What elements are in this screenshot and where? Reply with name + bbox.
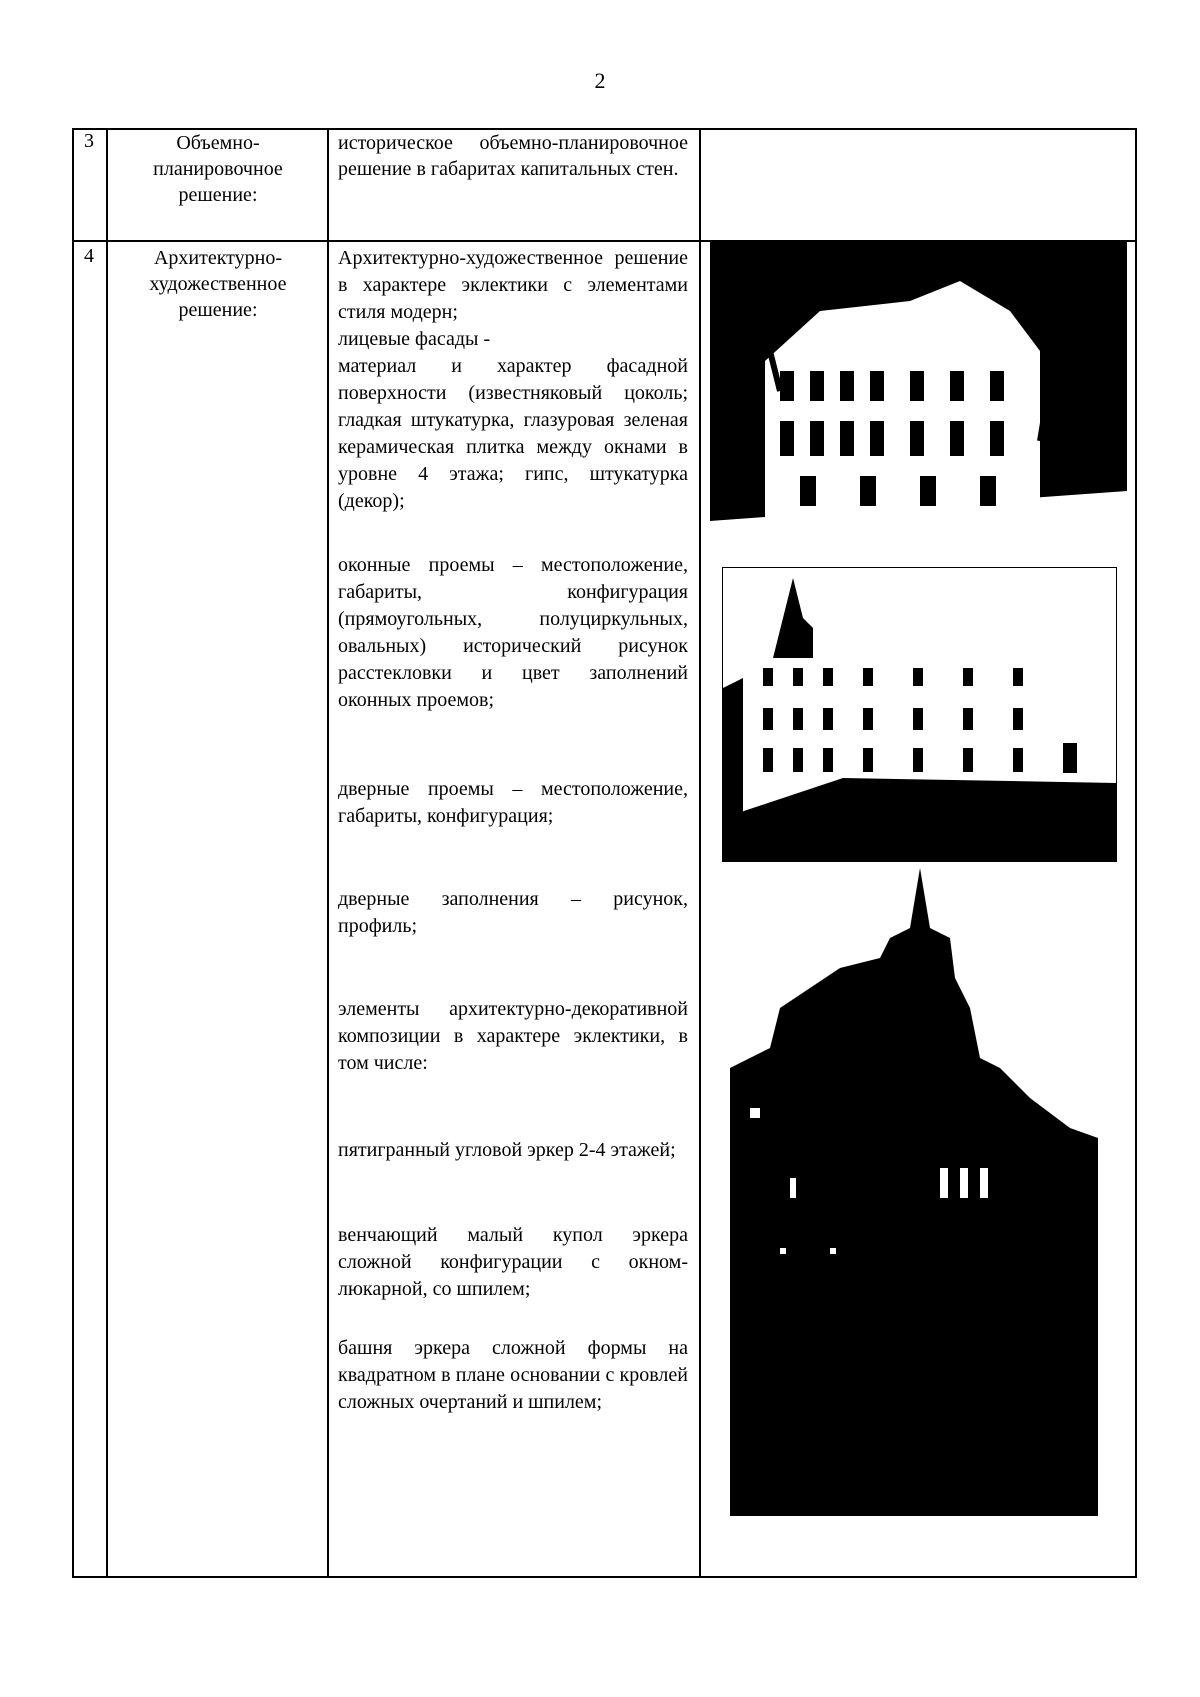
desc-block: лицевые фасады - xyxy=(338,328,491,350)
desc-block: пятигранный угловой эркер 2-4 этажей; xyxy=(338,1139,676,1161)
facade-photo xyxy=(722,567,1117,862)
desc-block: элементы архитектурно-декоративной композиции в характере эклектики, в том числе: xyxy=(338,998,688,1074)
label-line: Объемно- xyxy=(176,132,260,154)
row-label xyxy=(110,130,326,208)
row-description: историческое объемно-планировочное решение в габаритах капитальных стен. xyxy=(338,132,688,180)
label-line: планировочное xyxy=(153,158,283,180)
row-number: 3 xyxy=(84,130,94,152)
row-number: 4 xyxy=(84,245,94,267)
tower-photo xyxy=(730,868,1098,1516)
row-label xyxy=(110,245,326,323)
label-line: решение: xyxy=(178,184,258,206)
label-line: Архитектурно- xyxy=(153,247,283,269)
label-line: решение: xyxy=(178,299,258,321)
table-divider xyxy=(327,128,329,1578)
desc-block: Архитектурно-художественное решение в характере эклектики с элементами стиля модерн; xyxy=(338,247,688,323)
desc-block: оконные проемы – местоположение, габариты, конфигурация (прямоугольных, полуциркульных, овальных) исторический рисунок расстекловки и цвет заполнений оконных проемов; xyxy=(338,554,688,711)
page-number: 2 xyxy=(594,68,606,93)
desc-block: материал и характер фасадной поверхности (известняковый цоколь; гладкая штукатурка, глазуровая зеленая керамическая плитка между окнами в уровне 4 этажа; гипс, штукатурка (декор); xyxy=(338,355,688,512)
table-divider xyxy=(699,128,701,1578)
desc-block: дверные заполнения – рисунок, профиль; xyxy=(338,888,688,937)
desc-block: башня эркера сложной формы на квадратном в плане основании с кровлей сложных очертаний и шпилем; xyxy=(338,1337,688,1413)
label-line: художественное xyxy=(149,273,287,295)
desc-block: дверные проемы – местоположение, габариты, конфигурация; xyxy=(338,778,688,827)
facade-photo xyxy=(710,241,1127,553)
desc-block: венчающий малый купол эркера сложной конфигурации с окном-люкарной, со шпилем; xyxy=(338,1224,688,1300)
table-divider xyxy=(106,128,108,1578)
